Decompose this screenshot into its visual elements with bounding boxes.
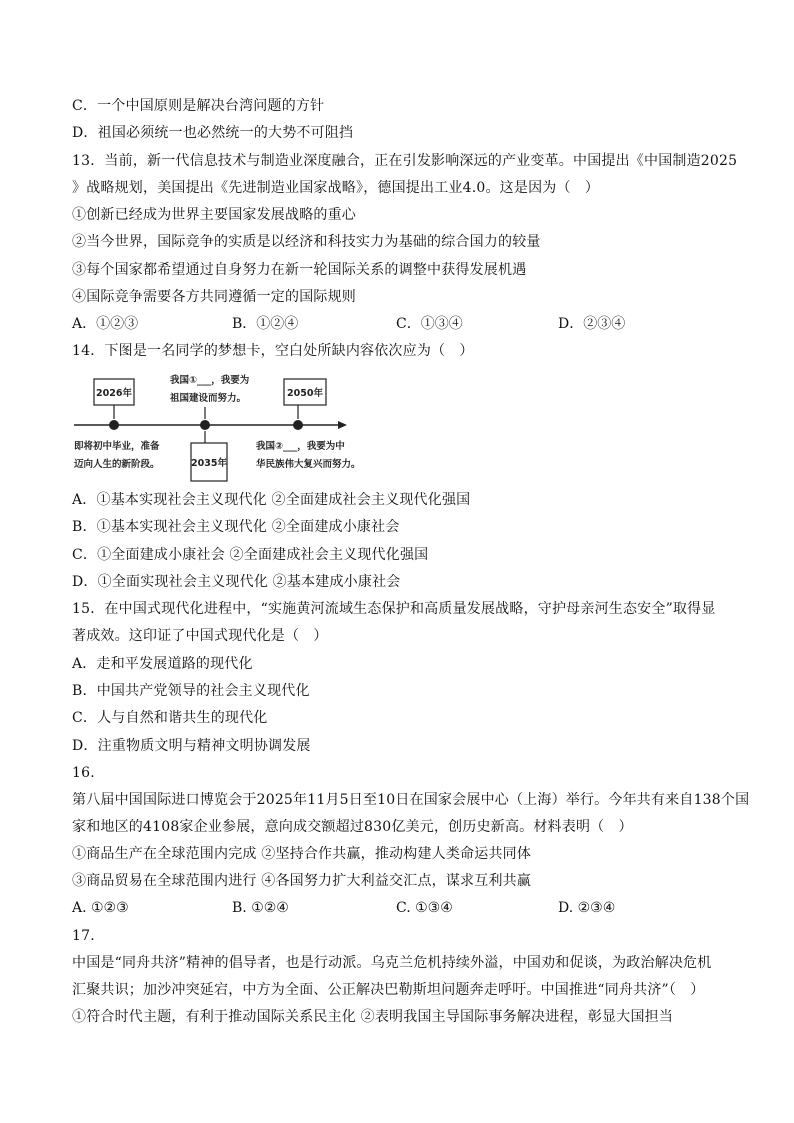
q12-option-d: D．祖国必须统一也必然统一的大势不可阻挡 [72,125,354,141]
q13-option-a: A．①②③ [72,316,139,332]
q15-option-d: D．注重物质文明与精神文明协调发展 [72,738,311,754]
left-text-line1: 即将初中毕业，准备 [74,441,160,452]
left-text-line2: 迈向人生的新阶段。 [74,459,160,470]
q15-option-a: A．走和平发展道路的现代化 [72,656,253,672]
q17-stem-line2: 汇聚共识；加沙冲突延宕，中方为全面、公正解决巴勒斯坦问题奔走呼吁。中国推进“同舟共济”（ ） [72,982,705,998]
right-text-line2: 华民族伟大复兴而努力。 [256,459,361,470]
q13-stem-line1: 13．当前，新一代信息技术与制造业深度融合，正在引发影响深远的产业变革。中国提出《中国制造2025 [72,153,738,169]
q13-option-c: C．①③④ [396,316,463,332]
q13-option-b: B．①②④ [232,316,299,332]
q16-number: 16. [72,765,95,781]
q14-option-b: B．①基本实现社会主义现代化 ②全面建成小康社会 [72,519,400,535]
q15-stem-line2: 著成效。这印证了中国式现代化是（ ） [72,628,328,644]
q14-stem: 14．下图是一名同学的梦想卡，空白处所缺内容依次应为（ ） [72,343,474,359]
q15-option-b: B．中国共产党领导的社会主义现代化 [72,683,310,699]
label-2026: 2026年 [96,388,132,399]
q13-statement-1: ①创新已经成为世界主要国家发展战略的重心 [72,207,356,223]
q16-statements-3-4: ③商品贸易在全球范围内进行 ④各国努力扩大利益交汇点，谋求互利共赢 [72,873,532,889]
q13-option-d: D．②③④ [558,316,626,332]
right-text-line1: 我国②___，我要为中 [256,441,345,452]
q16-option-b: B. ①②④ [232,900,289,916]
q15-stem-line1: 15．在中国式现代化进程中，“实施黄河流域生态保护和高质量发展战略，守护母亲河生态安全”取得显 [72,601,716,617]
q16-option-c: C. ①③④ [396,900,453,916]
timeline-arrow-icon [338,421,347,429]
q16-option-a: A. ①②③ [72,900,129,916]
q17-stem-line1: 中国是“同舟共济”精神的倡导者，也是行动派。乌克兰危机持续外溢，中国劝和促谈，为政治解决危机 [72,955,712,971]
label-2035: 2035年 [191,458,227,469]
dot-2050 [293,420,303,430]
q13-stem-line2: 》战略规划，美国提出《先进制造业国家战略》，德国提出工业4.0。这是因为（ ） [72,180,600,196]
top-text-line1: 我国①___，我要为 [170,375,250,386]
q13-statement-4: ④国际竞争需要各方共同遵循一定的国际规则 [72,289,356,305]
dot-2026 [109,420,119,430]
dream-card-timeline [72,367,361,482]
q16-statements-1-2: ①商品生产在全球范围内完成 ②坚持合作共赢，推动构建人类命运共同体 [72,846,532,862]
q14-option-c: C．①全面建成小康社会 ②全面建成社会主义现代化强国 [72,547,429,563]
q13-statement-3: ③每个国家都希望通过自身努力在新一轮国际关系的调整中获得发展机遇 [72,262,527,278]
q17-statements-1-2: ①符合时代主题，有利于推动国际关系民主化 ②表明我国主导国际事务解决进程，彰显大国担当 [72,1009,674,1025]
dot-2035 [200,420,210,430]
q14-option-d: D．①全面实现社会主义现代化 ②基本建成小康社会 [72,574,401,590]
q12-option-c: C．一个中国原则是解决台湾问题的方针 [72,98,325,114]
q14-option-a: A．①基本实现社会主义现代化 ②全面建成社会主义现代化强国 [72,492,471,508]
q17-number: 17. [72,928,95,944]
q16-stem-line2: 家和地区的4108家企业参展，意向成交额超过830亿美元，创历史新高。材料表明（ ） [72,819,633,835]
q15-option-c: C．人与自然和谐共生的现代化 [72,710,268,726]
label-2050: 2050年 [287,388,323,399]
q16-option-d: D. ②③④ [558,900,616,916]
q13-statement-2: ②当今世界，国际竞争的实质是以经济和科技实力为基础的综合国力的较量 [72,234,541,250]
top-text-line2: 祖国建设而努力。 [170,393,247,404]
q16-stem-line1: 第八届中国国际进口博览会于2025年11月5日至10日在国家会展中心（上海）举行。今年共有来自138个国 [72,792,750,808]
